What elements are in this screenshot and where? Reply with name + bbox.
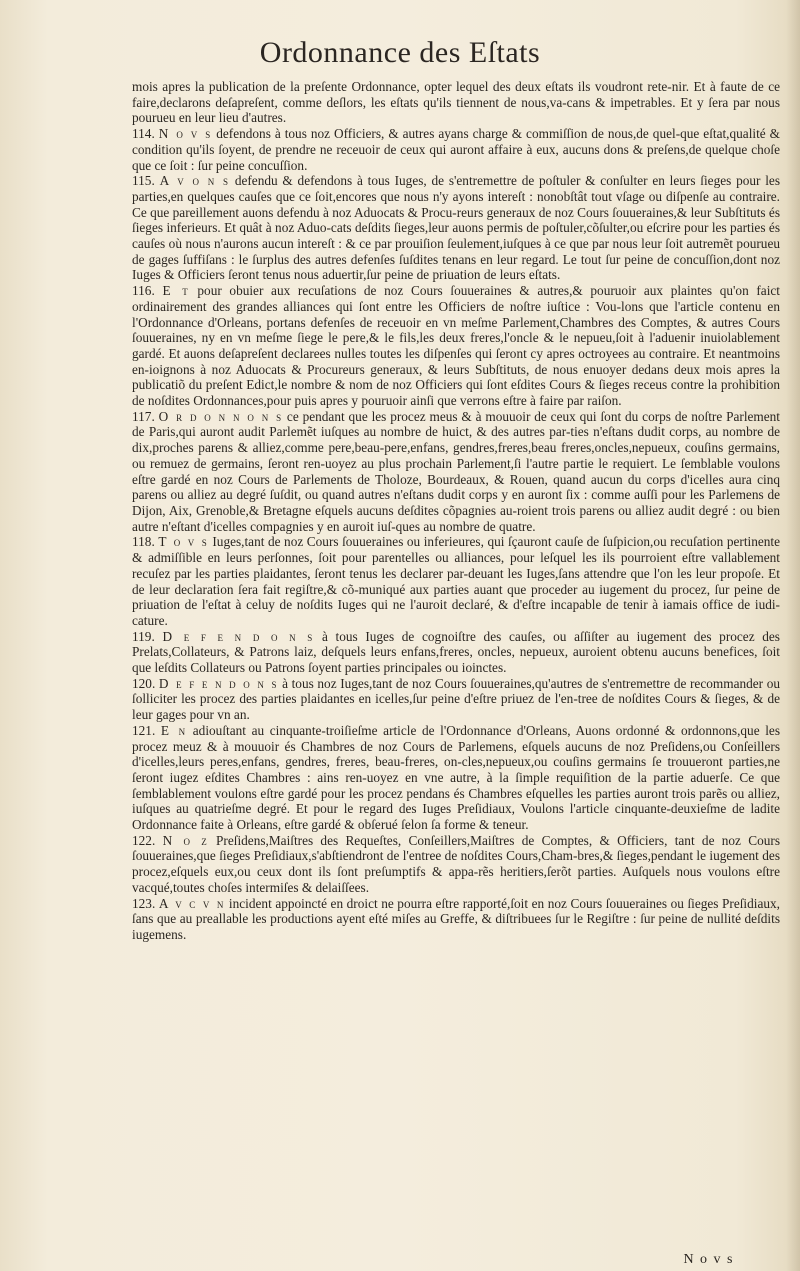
- catchword: N o v s: [683, 1252, 734, 1267]
- article-123: 123. A v c v n incident appoincté en droict ne pourra eſtre rapporté,ſoit en noz Cours ſouueraines ou ſieges Preſidiaux, ſans que au preallable les productions ayent eſté miſes au Greffe, & diſtribuees ſur le Regiſtre : ſur peine de nullité deſdits iugemens.: [132, 895, 780, 942]
- article-116: 116. E t pour obuier aux recuſations de noz Cours ſouueraines & autres,& pouruoir aux plaintes qu'on faict ordinairement des grandes alliances qui ſont entre les Officiers de noſtre iuſtice : Vou-lons que l'article contenu en l'Ordonnance d'Orleans, portans defenſes de receuoir en vn meſme Parlement,Chambres des Comptes, & autres Cours ſouueraines, ny en vn meſme ſiege le pere,& le fils,les deux freres,l'oncle & le nepueu,ſoit à l'aduenir inuiolablement gardé. Et auons deſapreſent declarees nulles toutes les diſpenſes qui ſeront cy apres octroyees au contraire. Et neantmoins en-ioignons à noz Aduocats & Procureurs generaux, & leurs Subſtituts, de nous enuoyer dedans deux mois apres la publicatiõ du preſent Edict,le nombre & nom de noz Officiers qui ſont eſdites Cours & ſieges receus contre la prohibition de noſdites Ordonnances,pour puis apres y pouruoir ainſi que verrons eſtre à faire par raiſon.: [132, 283, 780, 409]
- article-120: 120. D e f e n d o n s à tous noz Iuges,tant de noz Cours ſouueraines,qu'autres de s'entremettre de recommander ou ſolliciter les procez des parties plaidantes en icelles,ſur peine d'eſtre priuez de l'en-tree de noſdites Cours & ſieges, & de leur gages pour vn an.: [132, 675, 781, 723]
- article-121: 121. E n adiouſtant au cinquante-troiſieſme article de l'Ordonnance d'Orleans, Auons ordonné & ordonnons,que les procez meuz & à mouuoir és Chambres de noz Cours de Parlemens, eſquels aucuns de noz Preſidens,ou Conſeillers d'icelles,leurs peres,enfans, gendres, freres, beau-freres, on-cles,nepueux,ou couſins germains ſe trouueront parties,ne ſeront iugez eſdites Chambres : ains ren-uoyez en vne autre, à la ſimple requiſition de la partie aduerſe. Ce que ſemblablement voulons eſtre gardé pour les procez pendans és Chambres eſquelles les parties auront trois parẽs ou alliez, iuſques au quatrieſme degré. Et pour le regard des Iuges Preſidiaux, Voulons l'article cinquante-deuxieſme de ladite Ordonnance faite à Orleans, eſtre gardé & obſerué ſelon ſa forme & teneur.: [132, 722, 780, 833]
- page-fold-shadow: [786, 0, 800, 1271]
- article-114: 114. N o v s defendons à tous noz Officiers, & autres ayans charge & commiſſion de nous,de quel-que eſtat,qualité & condition qu'ils ſoyent, de prendre ne receuoir de ceux qui auront affaire à eux, aucuns dons & preſens,de quelque choſe que ce ſoit : ſur peine concuſſion.: [132, 126, 780, 173]
- running-head: Ordonnance des Eſtats: [259, 36, 541, 69]
- article-117: 117. O r d o n n o n s ce pendant que les procez meus & à mouuoir de ceux qui ſont du corps de noſtre Parlement de Paris,qui auront audit Parlemẽt iuſques au nombre de huict, & des autres par-ties n'eſtans dudit corps, au nombre de dix,proches parens & alliez,comme pere,beau-pere,enfans, gendres,freres,beau freres,oncles,nepueux, couſins germains, ou remuez de germains, ſeront ren-uoyez au plus prochain Parlement,ſi l'autre partie le requiert. Le ſemblable voulons eſtre gardé en noz Cours de Parlements de Tholoze, Bourdeaux, & Rouen, quand aucun du corps d'icelles aura cinq parens ou alliez au degré ſuſdit, ou quand autres n'eſtans dudit corps y en auront ſix : comme auſſi pour les Parlemens de Dijon, Aix, Grenoble,& Bretagne eſquels aucuns deſdites cõpagnies au-roient trois parens ou alliez audit degré : ou bien autre n'eſtant d'icelles compagnies y en auroit iuſ-ques au nombre de quatre.: [132, 408, 780, 534]
- ordinance-text: [132, 79, 780, 943]
- article-118: 118. T o v s Iuges,tant de noz Cours ſouueraines ou inferieures, qui ſçauront cauſe de ſuſpicion,ou recuſation pertinente & admiſſible en leurs perſonnes, ſoit pour parentelles ou alliances, pour leſquel les ils pourroient eſtre vallablement recuſez par les parties plaidantes, ſeront tenus les declarer par-deuant les Iuges,ſans attendre que l'on les leur propoſe. Et de leur declaration ſera fait regiſtre,& cõ-muniqué aux parties auant que proceder au iugement du procez, ſur peine de priuation de l'eſtat à celuy de noſdits Iuges qui ne l'auroit declaré, & d'eſtre incapable de tenir à iamais office de iudi-cature.: [132, 534, 781, 628]
- article-119: 119. D e f e n d o n s à tous Iuges de cognoiſtre des cauſes, ou aſſiſter au iugement des procez des Prelats,Collateurs, & Patrons laiz, deſquels leurs enfans,freres, oncles, nepueux, auroient obtenu aucuns benefices, ſoit que leſdits Collateurs ou Patrons ſoyent parties principales ou ioinctes.: [132, 628, 780, 676]
- article-115: 115. A v o n s defendu & defendons à tous Iuges, de s'entremettre de poſtuler & conſulter en leurs ſieges pour les parties,en quelques cauſes que ce ſoit,encores que nous n'y ayons intereſt : nonobſtât tout vſage ou diſpenſe au contraire. Ce que pareillement auons defendu à noz Aduocats & Procu-reurs generaux de noz Cours ſouueraines,& leur Subſtituts és ſieges inferieurs. Et quât à noz Aduo-cats deſdits ſieges,leur auons permis de poſtuler,cõſulter,ou eſcrire pour les parties és cauſes où nous n'aurons aucun intereſt : & ce par prouiſion ſeulement,iuſques à ce que par nous leur ſoit autremẽt pourueu de gages ſuffiſans : le ſurplus des autres defenſes ſuſdites tenans en leur regard. Le tout ſur peine de concuſſion,dont noz Iuges & Officiers ſeront tenus nous aduertir,ſur peine de priuation de leurs eſtats.: [132, 173, 780, 283]
- article-122: 122. N o z Preſidens,Maiſtres des Requeſtes, Conſeillers,Maiſtres de Comptes, & Officiers, tant de noz Cours ſouueraines,que ſieges Preſidiaux,s'abſtiendront de l'entree de noſdites Cours,Cham-bres,& ſieges,pendant le iugement des procez,eſquels eux,ou ceux dont ils ſont preſumptifs & appa-rẽs heritiers,ſerõt parties. Auſquels nous voulons eſtre vacqué,toutes choſes intermiſes & delaiſſees.: [132, 832, 781, 895]
- paragraph-continuation: mois apres la publication de la preſente Ordonnance, opter lequel des deux eſtats ils voudront rete-nir. Et à faute de ce faire,declarons deſapreſent, comme deſlors, les eſtats qu'ils tiennent de nous,va-cans & impetrables. Et y ſera par nous pourueu en leur lieu d'autres.: [132, 79, 780, 126]
